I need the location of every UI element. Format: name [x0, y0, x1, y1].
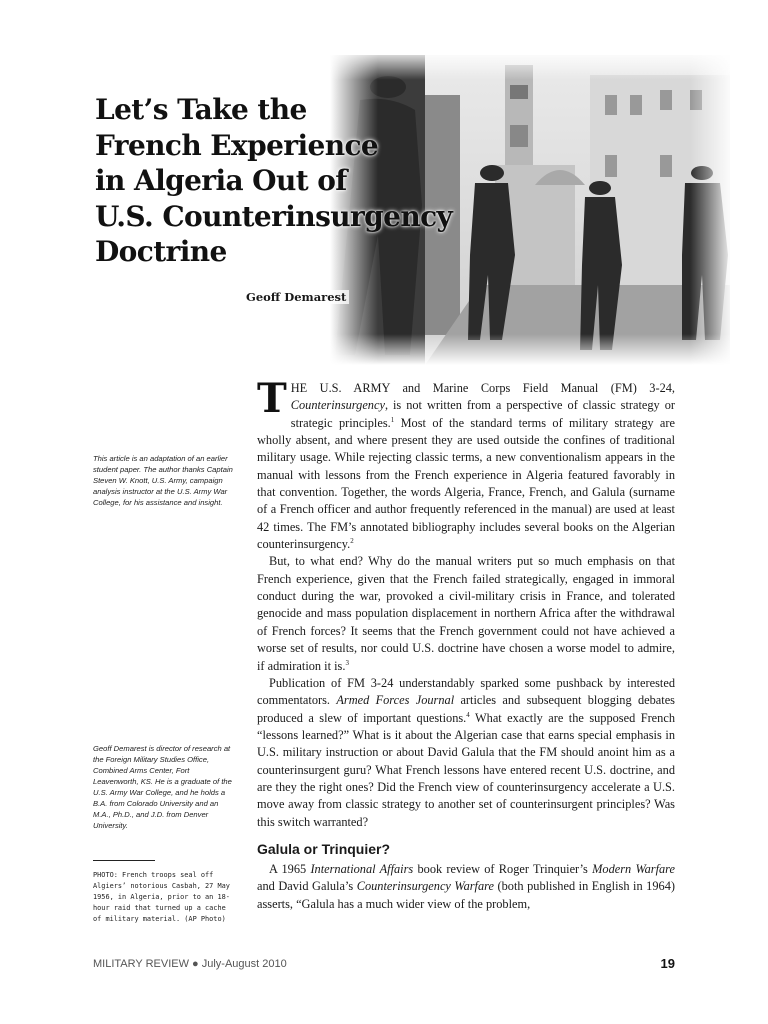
footnote-ref[interactable]: 1	[390, 415, 395, 424]
paragraph-2: But, to what end? Why do the manual writers put so much emphasis on that French experience, given that the French failed strategically, engaged in immoral conduct during the war, provoked a civil-military crisis in France, and tolerated genocide and mass population displacement in northern Africa after the withdrawal of French forces? It seems that the French government could not have achieved a worse set of results, nor could U.S. doctrine have chosen a worse model to admire, if admiration it is.$^3$	[257, 554, 675, 673]
adaptation-note: This article is an adaptation of an earlier student paper. The author thanks Captain Steven W. Knott, U.S. Army, campaign analysis instructor at the U.S. Army War College, for his assistance and insight.	[93, 454, 233, 507]
publication-name: MILITARY REVIEW ● July-August 2010	[93, 958, 287, 970]
footnote-ref[interactable]: 4	[466, 710, 470, 719]
drop-cap: T	[257, 375, 287, 422]
author-bio: Geoff Demarest is director of research at the Foreign Military Studies Office, Combined Arms Center, Fort Leavenworth, KS. He is a graduate of the U.S. Army War College, and he holds a B.A. from Colorado University and an M.A., Ph.D., and J.D. from Denver University.	[93, 744, 232, 830]
paragraph-3: Publication of FM 3-24 understandably sparked some pushback by interested commentators. Armed Forces Journal articles and subsequent blogging debates produced a slew of important questions.$^4$ What exactly are the supposed French “lessons learned?” What is it about the Algerian case that earns special emphasis in U.S. military instruction or about David Galula that the FM should anoint him as a counterinsurgent guru? What French lessons have entered recent U.S. doctrine, and are they the right ones? Did the French view of counterinsurgency accelerate a U.S. move away from classic strategy to another set of counterinsurgent principles? Was this switch warranted?	[257, 675, 675, 829]
article-title: Let’s Take the French Experience in Algeria Out of U.S. Counterinsurgency Doctrine	[95, 93, 453, 268]
author-byline: Geoff Demarest	[243, 290, 349, 304]
page-footer	[93, 958, 675, 970]
photo-caption: PHOTO: French troops seal off Algiers’ notorious Casbah, 27 May 1956, in Algeria, prior to an 18-hour raid that turned up a cache of military material. (AP Photo)	[93, 871, 230, 923]
page-number: 19	[660, 956, 675, 971]
caption-divider	[93, 860, 155, 861]
paragraph-4: A 1965 International Affairs book review of Roger Trinquier’s Modern Warfare and David Galula’s Counterinsurgency Warfare (both published in English in 1964) asserts, “Galula has a much wider view of the problem,	[257, 861, 675, 911]
section-heading: Galula or Trinquier?	[257, 840, 391, 857]
paragraph-1: THE U.S. ARMY and Marine Corps Field Manual (FM) 3-24, Counterinsurgency, is not written from a perspective of classic strategy or strategic principles.$^1$ Most of the standard terms of military strategy are wholly absent, and where present they are used outside the confines of traditional military usage. While rejecting classic terms, a new conventionalism appears in the manual with lessons from the French experience in Algeria featured favorably in that convention. Together, the words Algeria, France, French, and Galula (surname of a French officer and author frequently referenced in the manual) are used at least 42 times. The FM’s annotated bibliography includes several books on the Algerian counterinsurgency.$^2$	[257, 375, 675, 552]
footnote-ref[interactable]: 3	[345, 658, 349, 667]
article-body	[257, 375, 675, 913]
footnote-ref[interactable]: 2	[350, 536, 354, 545]
